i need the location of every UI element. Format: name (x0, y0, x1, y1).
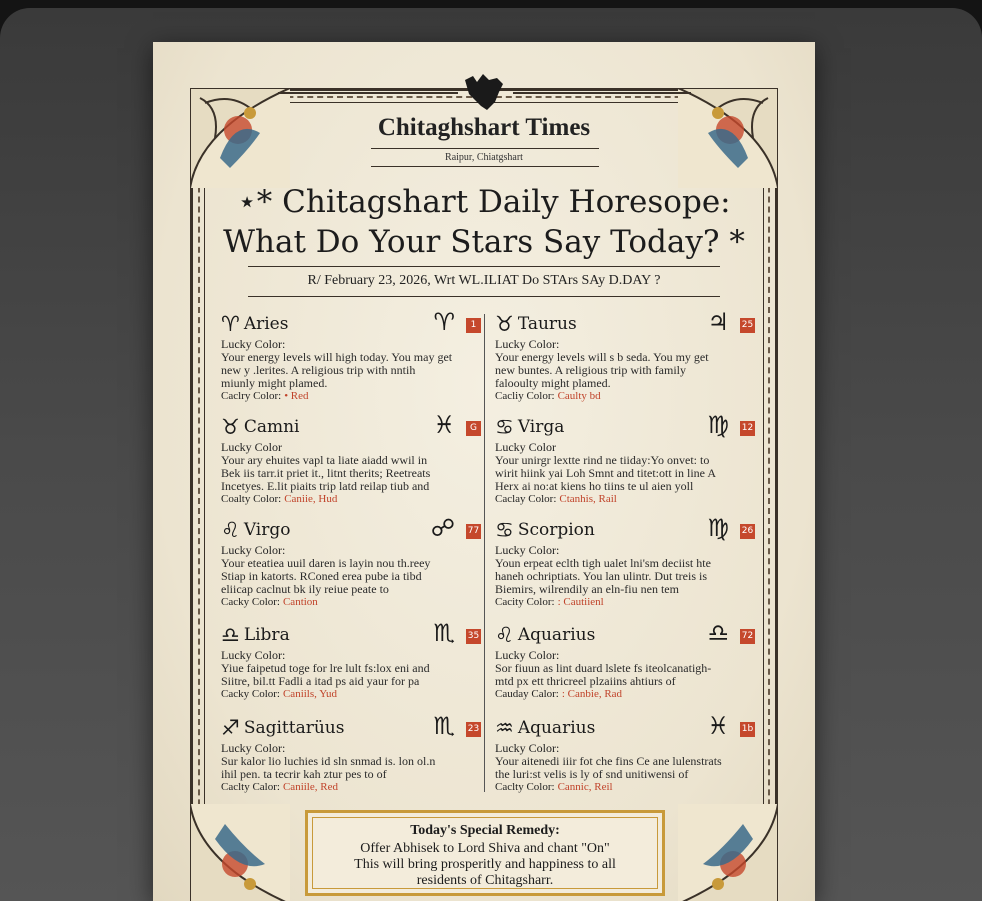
lucky-color-label: Lucky Color (495, 440, 556, 454)
sign-card (495, 514, 757, 609)
color-label: Cauday Calor: (495, 688, 559, 700)
zodiac-glyph-icon: ♋ (495, 518, 514, 542)
masthead-underline (371, 148, 599, 149)
lucky-color-label: Lucky Color: (495, 741, 560, 755)
remedy-title: Today's Special Remedy: (410, 823, 560, 838)
forecast-line: miunly might plamed. (221, 376, 328, 390)
color-line (221, 596, 483, 609)
sign-name: Virga (517, 417, 565, 437)
sign-card (495, 619, 757, 701)
color-value: Caniile, Red (282, 781, 338, 793)
color-value: : Canbie, Rad (561, 688, 623, 700)
color-label: Caclry Color: (221, 390, 282, 402)
newspaper-page (153, 42, 815, 901)
color-label: Cacity Color: (495, 596, 555, 608)
forecast-line: new buntes. A religious trip with family (495, 363, 686, 377)
color-line (221, 493, 483, 506)
forecast-line: Siitre, bil.tt Fadli a itad ps aid yaur for pa (221, 674, 420, 688)
forecast-line: Yiue faipetud toge for lre lult fs:lox eni and (221, 661, 430, 675)
lucky-color-label: Lucky Color: (495, 337, 560, 351)
zodiac-glyph-icon: ♉ (221, 415, 240, 439)
zodiac-symbol-icon: ☍ (430, 514, 455, 542)
masthead-logo-icon (463, 72, 505, 112)
lucky-color-label: Lucky Color: (495, 648, 560, 662)
forecast-line: Sur kalor lio luchies id sln snmad is. lon ol.n (221, 754, 436, 768)
forecast-line: Your energy levels will high today. You may get (221, 350, 453, 364)
color-value: Caniie, Hud (284, 493, 338, 505)
sign-name: Camni (243, 417, 300, 437)
dateline: R/ February 23, 2026, Wrt WL.ILIAT Do STArs SAy D.DAY ? (307, 273, 661, 288)
zodiac-glyph-icon: ♈ (221, 312, 240, 336)
color-line (221, 390, 483, 403)
color-label: Caclty Color: (495, 781, 555, 793)
zodiac-glyph-icon: ♎ (221, 623, 240, 647)
number-badge: 35 (466, 629, 481, 644)
masthead-underline-2 (371, 166, 599, 167)
forecast-line: Your eteatiea uuil daren is layin nou th.reey (221, 556, 431, 570)
zodiac-symbol-icon: ♏ (433, 712, 455, 740)
forecast-line: haneh ochriptiats. You lan ulintr. Dut treis is (495, 569, 707, 583)
forecast-line: mtd px ett thricreel plzaiins ahtiurs of (495, 674, 676, 688)
forecast-line: ihil pen. ta tecrir kah ztur pes to of (221, 767, 387, 781)
color-label: Cacliy Color: (495, 390, 555, 402)
zodiac-glyph-icon: ♋ (495, 415, 514, 439)
sign-card (221, 712, 483, 794)
forecast-line: eliicap caclnut bk ily reiue peate to (221, 582, 389, 596)
zodiac-symbol-icon: ♃ (707, 308, 729, 336)
column-divider (484, 314, 485, 792)
forecast-line: Stiap in katorts. RConed erea pube ia tibd (221, 569, 422, 583)
zodiac-glyph-icon: ♌ (221, 518, 240, 542)
zodiac-symbol-icon: ♍ (707, 514, 729, 542)
sign-name: Aries (243, 314, 289, 334)
sign-card (495, 411, 757, 506)
masthead-title: Chitaghshart Times (377, 114, 591, 141)
number-badge: 1 (466, 318, 481, 333)
zodiac-symbol-icon: ♍ (707, 411, 729, 439)
lucky-color-label: Lucky Color: (221, 741, 286, 755)
zodiac-glyph-icon: ♒ (495, 716, 514, 740)
lucky-color-label: Lucky Color: (495, 543, 560, 557)
headline (193, 182, 775, 262)
sign-card (221, 514, 483, 609)
zodiac-glyph-icon: ♉ (495, 312, 514, 336)
number-badge: 23 (466, 722, 481, 737)
sign-name: Virgo (243, 520, 291, 540)
zodiac-symbol-icon: ♓ (707, 712, 729, 740)
headline-rule-top (248, 266, 720, 267)
zodiac-symbol-icon: ♈ (433, 308, 455, 336)
sign-card (221, 619, 483, 701)
forecast-line: falooulty might plamed. (495, 376, 611, 390)
color-label: Cacky Color: (221, 688, 280, 700)
number-badge: G (466, 421, 481, 436)
remedy-box (305, 810, 665, 896)
zodiac-glyph-icon: ♌ (495, 623, 514, 647)
color-line (495, 596, 757, 609)
corner-ornament-bottom-right-icon (678, 804, 778, 901)
forecast-line: Incetyes. E.lit piaits trip latd reilap tiub and (221, 479, 430, 493)
color-value: : Cautiienl (557, 596, 604, 608)
color-line (495, 390, 757, 403)
sign-card (495, 308, 757, 403)
remedy-line-2: This will bring prosperitly and happiness to all (354, 857, 616, 872)
sign-name: Taurus (517, 314, 577, 334)
number-badge: 77 (466, 524, 481, 539)
color-value: Caulty bd (557, 390, 601, 402)
color-line (495, 688, 757, 701)
headline-line-2: What Do Your Stars Say Today? * (223, 224, 745, 260)
zodiac-symbol-icon: ♎ (707, 619, 729, 647)
masthead-subtitle: Raipur, Chiatgshart (445, 152, 523, 163)
forecast-line: wirit hiink yai Loh Smnt and titet:ott in line A (495, 466, 716, 480)
forecast-line: Herx ai no:at kiens ho tiins te ul aien yoll (495, 479, 694, 493)
remedy-line-1: Offer Abhisek to Lord Shiva and chant "On" (360, 841, 610, 856)
headline-rule-bottom (248, 296, 720, 297)
forecast-line: Sor fiuun as lint duard lslete fs iteolcanatigh- (495, 661, 712, 675)
lucky-color-label: Lucky Color: (221, 648, 286, 662)
corner-ornament-bottom-left-icon (190, 804, 290, 901)
masthead-rule-right (513, 92, 691, 94)
color-label: Caclty Calor: (221, 781, 280, 793)
color-value: Ctanhis, Rail (559, 493, 617, 505)
forecast-line: Bek iis tarr.it priet it., litnt therits; Reetreats (221, 466, 431, 480)
lucky-color-label: Lucky Color: (221, 337, 286, 351)
forecast-line: Your ary ehuites vapl ta liate aiadd wwil in (221, 453, 428, 467)
sign-name: Aquarius (517, 625, 596, 645)
zodiac-symbol-icon: ♏ (433, 619, 455, 647)
color-value: Cannic, Reil (557, 781, 613, 793)
zodiac-glyph-icon: ♐ (221, 716, 240, 740)
color-line (221, 781, 483, 794)
color-value: • Red (284, 390, 309, 402)
lucky-color-label: Lucky Color: (221, 543, 286, 557)
forecast-line: new y .lerites. A religious trip with nntih (221, 363, 416, 377)
sign-name: Scorpion (517, 520, 595, 540)
color-line (495, 781, 757, 794)
sign-card (495, 712, 757, 794)
sign-name: Libra (243, 625, 290, 645)
masthead-rule-left (278, 92, 458, 94)
sign-name: Sagittarüus (243, 718, 345, 738)
number-badge: 1b (740, 722, 755, 737)
forecast-line: Your energy levels will s b seda. You my get (495, 350, 709, 364)
color-label: Cacky Color: (221, 596, 280, 608)
zodiac-symbol-icon: ♓ (433, 411, 455, 439)
color-value: Cantion (282, 596, 318, 608)
color-value: Caniils, Yud (282, 688, 337, 700)
forecast-line: Your unirgr lextte rind ne tiiday:Yo onvet: to (495, 453, 710, 467)
color-line (221, 688, 483, 701)
color-line (495, 493, 757, 506)
forecast-line: Your aitenedi iiir fot che fins Ce ane lulenstrats (495, 754, 722, 768)
sign-name: Aquarius (517, 718, 596, 738)
number-badge: 12 (740, 421, 755, 436)
lucky-color-label: Lucky Color (221, 440, 282, 454)
number-badge: 25 (740, 318, 755, 333)
color-label: Coalty Color: (221, 493, 282, 505)
number-badge: 72 (740, 629, 755, 644)
headline-line-1: ⋆* Chitagshart Daily Horesope: (237, 184, 731, 220)
sign-card (221, 411, 483, 506)
forecast-line: Youn erpeat eclth tigh ualet lni'sm deciist hte (495, 556, 711, 570)
forecast-line: the luri:st velis is ly of snd unitiwensi of (495, 767, 689, 781)
color-label: Caclay Color: (495, 493, 557, 505)
forecast-line: Biemirs, wilrendily an eln-fiu nen tem (495, 582, 679, 596)
remedy-line-3: residents of Chitagsharr. (416, 873, 554, 888)
number-badge: 26 (740, 524, 755, 539)
sign-card (221, 308, 483, 403)
